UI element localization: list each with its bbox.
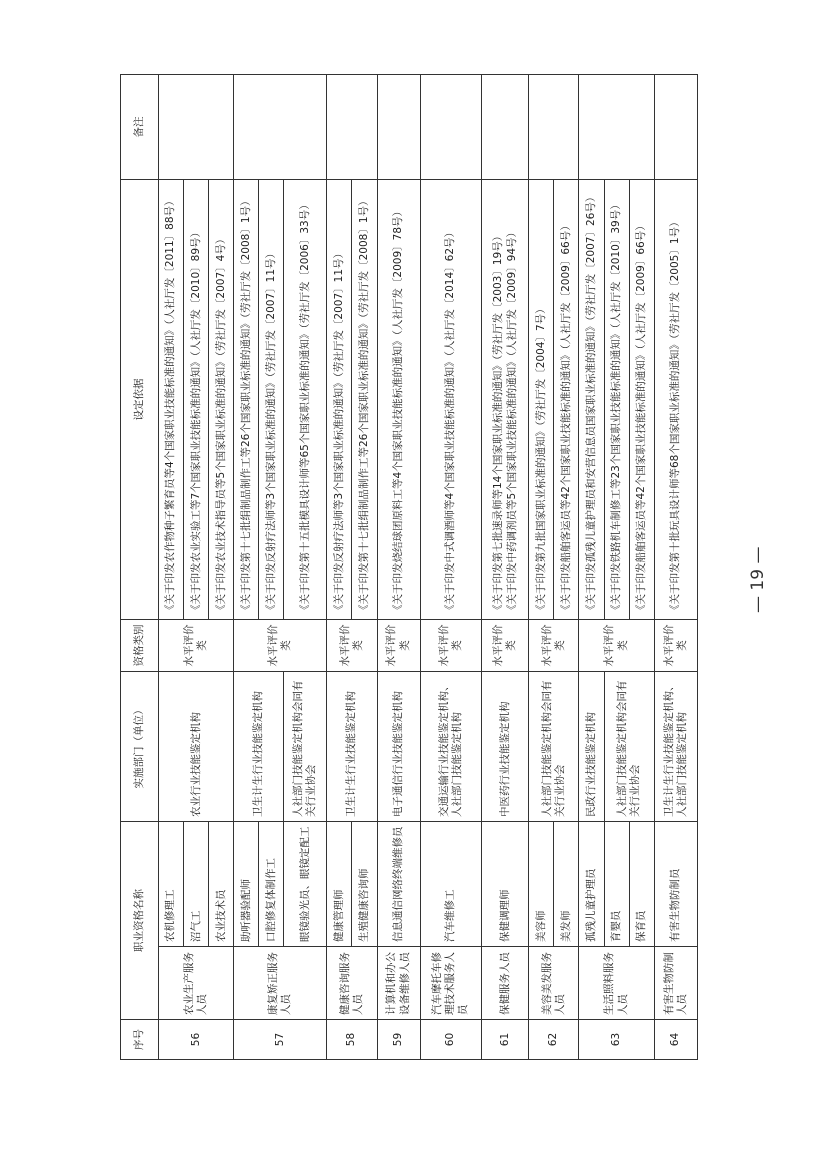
row-category: 有害生物防制人员	[654, 947, 697, 1020]
row-dept: 卫生计生行业技能鉴定机构	[234, 672, 284, 822]
rotated-table-container	[120, 75, 698, 1060]
table-row	[284, 75, 327, 1060]
row-occupation-name: 汽车维修工	[420, 822, 481, 947]
table-row	[654, 75, 697, 1060]
row-note	[529, 75, 579, 180]
row-basis: 《关于印发第十七批绢制品制作工等26个国家职业标准的通知》（劳社厅发〔2008〕1号）	[352, 180, 377, 620]
row-occupation-name: 口腔修复体制作工	[259, 822, 284, 947]
row-basis: 《关于印发第十批玩具设计师等68个国家职业标准的通知》（劳社厅发〔2005〕1号）	[654, 180, 697, 620]
row-category: 美容美发服务人员	[529, 947, 579, 1020]
basis-line: 《关于印发中药调剂员等5个国家职业技能标准的通知》（人社厅发〔2009〕94号）	[505, 226, 518, 615]
header-type: 资格类别	[121, 620, 159, 672]
row-note	[420, 75, 481, 180]
row-dept: 人社部门技能鉴定机构会同有关行业协会	[529, 672, 579, 822]
row-type: 水平评价类	[420, 620, 481, 672]
table-row	[352, 75, 377, 1060]
table-row	[184, 75, 209, 1060]
row-type: 水平评价类	[654, 620, 697, 672]
row-occupation-name: 助听器验配师	[234, 822, 259, 947]
row-dept: 中医药行业技能鉴定机构	[482, 672, 529, 822]
header-seq: 序号	[121, 1020, 159, 1060]
row-dept: 农业行业技能鉴定机构	[159, 672, 234, 822]
row-note	[159, 75, 234, 180]
row-type: 水平评价类	[327, 620, 377, 672]
row-dept: 人社部门技能鉴定机构会同有关行业协会	[604, 672, 654, 822]
row-dept: 人社部门技能鉴定机构会同有关行业协会	[284, 672, 327, 822]
row-occupation-name: 健康管理师	[327, 822, 352, 947]
row-occupation-name: 农机修理工	[159, 822, 184, 947]
header-dept: 实施部门（单位）	[121, 672, 159, 822]
qualification-table	[120, 74, 698, 1060]
header-note: 备注	[121, 75, 159, 180]
row-occupation-name: 保育员	[629, 822, 654, 947]
row-basis: 《关于印发船舶客运员等42个国家职业技能标准的通知》（人社厅发〔2009〕66号）	[554, 180, 579, 620]
row-dept: 卫生计生行业技能鉴定机构	[327, 672, 377, 822]
row-category: 农业生产服务人员	[159, 947, 234, 1020]
row-basis: 《关于印发铁路机车制修工等23个国家职业技能标准的通知》（人社厅发〔2010〕39号）	[604, 180, 629, 620]
row-type: 水平评价类	[482, 620, 529, 672]
page-number: — 19 —	[748, 546, 768, 614]
row-basis	[482, 180, 529, 620]
table-row	[579, 75, 604, 1060]
row-seq: 61	[482, 1020, 529, 1060]
table-row	[629, 75, 654, 1060]
row-occupation-name: 保健调理师	[482, 822, 529, 947]
table-row	[420, 75, 481, 1060]
row-seq: 59	[377, 1020, 420, 1060]
row-category: 保健服务人员	[482, 947, 529, 1020]
row-type: 水平评价类	[377, 620, 420, 672]
row-basis: 《关于印发农业实验工等7个国家职业技能标准的通知》（人社厅发〔2010〕89号）	[184, 180, 209, 620]
table-row	[554, 75, 579, 1060]
row-dept: 交通运输行业技能鉴定机构、人社部门技能鉴定机构	[420, 672, 481, 822]
row-basis: 《关于印发中式调酒师等4个国家职业技能标准的通知》（人社厅发〔2014〕62号）	[420, 180, 481, 620]
row-seq: 63	[579, 1020, 654, 1060]
row-dept: 电子通信行业技能鉴定机构	[377, 672, 420, 822]
row-occupation-name: 孤残儿童护理员	[579, 822, 604, 947]
table-row	[377, 75, 420, 1060]
table-row	[529, 75, 554, 1060]
row-basis: 《关于印发农作物种子繁育员等4个国家职业技能标准的通知》（人社厅发〔2011〕88号）	[159, 180, 184, 620]
row-basis: 《关于印发农业技术指导员等5个国家职业标准的通知》（劳社厅发〔2007〕4号）	[209, 180, 234, 620]
row-seq: 64	[654, 1020, 697, 1060]
table-row	[327, 75, 352, 1060]
table-row	[259, 75, 284, 1060]
row-occupation-name: 育婴员	[604, 822, 629, 947]
row-basis: 《关于印发第九批国家职业标准的通知》（劳社厅发〔2004〕7号）	[529, 180, 554, 620]
row-occupation-name: 生殖健康咨询师	[352, 822, 377, 947]
table-row	[159, 75, 184, 1060]
row-note	[579, 75, 654, 180]
row-basis: 《关于印发烧结球团原料工等4个国家职业技能标准的通知》（人社厅发〔2009〕78号）	[377, 180, 420, 620]
row-basis: 《关于印发第十五批模具设计师等65个国家职业标准的通知》（劳社厅发〔2006〕33号）	[284, 180, 327, 620]
row-seq: 58	[327, 1020, 377, 1060]
row-occupation-name: 有害生物防制员	[654, 822, 697, 947]
row-occupation-name: 沼气工	[184, 822, 209, 947]
row-basis: 《关于印发反射疗法师等3个国家职业标准的通知》（劳社厅发〔2007〕11号）	[327, 180, 352, 620]
row-note	[234, 75, 327, 180]
row-basis: 《关于印发孤残儿童护理员和安营信息员国家职业标准的通知》（劳社厅发〔2007〕26号）	[579, 180, 604, 620]
row-type: 水平评价类	[159, 620, 234, 672]
table-row	[209, 75, 234, 1060]
table-row	[234, 75, 259, 1060]
table-row	[604, 75, 629, 1060]
row-category: 汽车摩托车修理技术服务人员	[420, 947, 481, 1020]
row-note	[482, 75, 529, 180]
row-note	[377, 75, 420, 180]
row-category: 健康咨询服务人员	[327, 947, 377, 1020]
row-dept: 卫生计生行业技能鉴定机构、人社部门技能鉴定机构	[654, 672, 697, 822]
row-dept: 民政行业技能鉴定机构	[579, 672, 604, 822]
row-basis: 《关于印发船舶客运员等42个国家职业技能标准的通知》（人社厅发〔2009〕66号）	[629, 180, 654, 620]
row-occupation-name: 美容师	[529, 822, 554, 947]
row-seq: 57	[234, 1020, 327, 1060]
row-occupation-name: 信息通信网络终端维修员	[377, 822, 420, 947]
row-basis: 《关于印发反射疗法师等3个国家职业标准的通知》（劳社厅发〔2007〕11号）	[259, 180, 284, 620]
table-body	[159, 75, 698, 1060]
row-type: 水平评价类	[234, 620, 327, 672]
header-basis: 设定依据	[121, 180, 159, 620]
row-seq: 62	[529, 1020, 579, 1060]
row-category: 计算机和办公设备维修人员	[377, 947, 420, 1020]
row-type: 水平评价类	[579, 620, 654, 672]
row-category: 生活照料服务人员	[579, 947, 654, 1020]
row-seq: 60	[420, 1020, 481, 1060]
row-note	[654, 75, 697, 180]
row-seq: 56	[159, 1020, 234, 1060]
row-category: 康复矫正服务人员	[234, 947, 327, 1020]
row-note	[327, 75, 377, 180]
row-basis: 《关于印发第十七批绢制品制作工等26个国家职业标准的通知》（劳社厅发〔2008〕1号）	[234, 180, 259, 620]
row-occupation-name: 农业技术员	[209, 822, 234, 947]
basis-line: 《关于印发第七批速录师等14个国家职业标准的通知》（劳社厅发〔2003〕19号）	[491, 230, 504, 615]
row-type: 水平评价类	[529, 620, 579, 672]
row-occupation-name: 眼镜验光员、眼镜定配工	[284, 822, 327, 947]
table-row	[482, 75, 529, 1060]
header-name: 职业资格名称	[121, 822, 159, 1020]
row-occupation-name: 美发师	[554, 822, 579, 947]
